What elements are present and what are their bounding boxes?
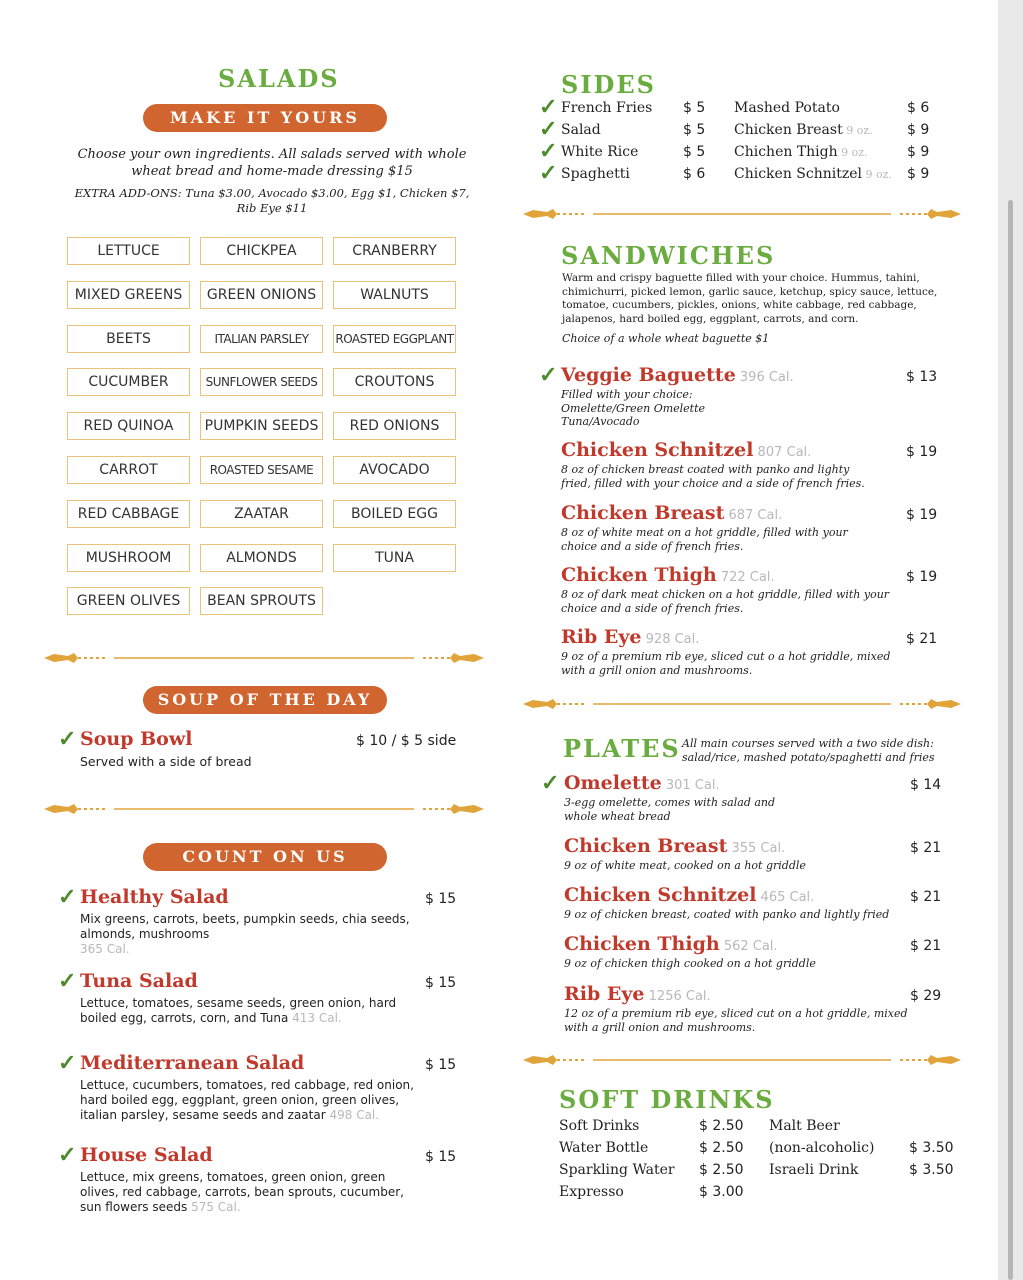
salads-addons: EXTRA ADD-ONS: Tuna $3.00, Avocado $3.00, Egg $1, Chicken $7, Rib Eye $11: [74, 186, 470, 215]
calorie-count: 575 Cal.: [187, 1200, 241, 1214]
side-name: Spaghetti: [561, 166, 630, 182]
side-weight: 9 oz.: [842, 124, 873, 137]
desc-line: 12 oz of a premium rib eye, sliced cut on a hot griddle, mixed: [564, 1007, 908, 1020]
sandwiches-intro-text: [562, 272, 937, 326]
intro-line: chimichurri, picked lemon, garlic sauce, ketchup, spicy sauce, lettuce,: [562, 285, 938, 298]
soup-bowl-price: $ 10 / $ 5 side: [356, 733, 457, 749]
drink-price: $ 2.50: [699, 1162, 744, 1178]
sandwich-desc: [561, 388, 705, 429]
calorie-count: 465 Cal.: [756, 890, 815, 905]
calorie-count: 355 Cal.: [727, 841, 786, 856]
salads-intro: Choose your own ingredients. All salads served with whole wheat bread and home-made dressing $15: [77, 147, 467, 179]
calorie-count: 687 Cal.: [724, 508, 783, 523]
plate-name: [564, 933, 778, 955]
plate-name: [564, 772, 720, 794]
ingredient-chip: PUMPKIN SEEDS: [200, 412, 323, 440]
desc-line: hard boiled egg, eggplant, green onion, green olives,: [80, 1093, 400, 1107]
check-mark-icon: ✓: [539, 362, 558, 388]
side-price: $ 9: [907, 144, 930, 160]
side-price: $ 6: [683, 166, 706, 182]
drink-price: $ 3.00: [699, 1184, 744, 1200]
salad-item-name: Healthy Salad: [80, 886, 229, 908]
calorie-count: 1256 Cal.: [644, 989, 711, 1004]
desc-line: whole wheat bread: [564, 809, 671, 823]
ingredient-chip: CROUTONS: [333, 368, 456, 396]
desc-line: 9 oz of a premium rib eye, sliced cut o a hot griddle, mixed: [561, 650, 891, 663]
desc-line: Filled with your choice:: [561, 388, 693, 401]
check-mark-icon: ✓: [58, 968, 77, 994]
item-title: Chicken Thigh: [564, 933, 720, 955]
side-label: Chicken Breast: [734, 122, 843, 138]
drink-price: $ 3.50: [909, 1162, 954, 1178]
salad-item-desc: [80, 996, 420, 1026]
side-label: Chicken Schnitzel: [734, 166, 862, 182]
drink-price: $ 2.50: [699, 1118, 744, 1134]
salad-item-name: Mediterranean Salad: [80, 1052, 305, 1074]
sandwich-name: [561, 364, 794, 386]
desc-line: 9 oz of chicken thigh cooked on a hot griddle: [564, 957, 816, 970]
ingredient-chip: MUSHROOM: [67, 544, 190, 572]
item-title: Chicken Schnitzel: [564, 884, 757, 906]
soup-bowl-desc: Served with a side of bread: [80, 754, 252, 769]
side-label: Chichen Thigh: [734, 144, 838, 160]
desc-line: almonds, mushrooms: [80, 927, 210, 941]
side-name: Salad: [561, 122, 601, 138]
ornamental-divider-icon: [523, 206, 961, 222]
ingredient-chip: AVOCADO: [333, 456, 456, 484]
ingredient-chip: MIXED GREENS: [67, 281, 190, 309]
desc-line: 9 oz of white meat, cooked on a hot griddle: [564, 859, 806, 872]
ingredient-chip: RED ONIONS: [333, 412, 456, 440]
plates-title: PLATES: [563, 734, 681, 763]
ingredient-chip: CUCUMBER: [67, 368, 190, 396]
sandwich-name: [561, 502, 782, 524]
note-line: All main courses served with a two side dish:: [682, 737, 934, 750]
side-name: [734, 122, 873, 138]
side-price: $ 9: [907, 166, 930, 182]
ingredient-chip: BOILED EGG: [333, 500, 456, 528]
ingredient-chip: ALMONDS: [200, 544, 323, 572]
salad-item-price: $ 15: [425, 1149, 457, 1165]
plate-price: $ 21: [910, 889, 942, 905]
desc-line: 8 oz of white meat on a hot griddle, filled with your: [561, 526, 848, 539]
sandwich-price: $ 19: [906, 444, 938, 460]
sandwich-desc: [561, 463, 865, 490]
desc-line: olives, red cabbage, carrots, bean sprouts, cucumber,: [80, 1185, 404, 1199]
sandwich-desc: [561, 526, 848, 553]
plate-desc: [564, 908, 889, 922]
drink-name: (non-alcoholic): [769, 1140, 875, 1156]
check-mark-icon: ✓: [539, 138, 558, 164]
salad-item-desc: [80, 1078, 420, 1123]
side-price: $ 6: [907, 100, 930, 116]
item-title: Veggie Baguette: [561, 364, 736, 386]
item-title: Chicken Breast: [564, 835, 728, 857]
plate-name: [564, 983, 711, 1005]
plate-desc: [564, 859, 806, 873]
ingredient-chip: RED QUINOA: [67, 412, 190, 440]
check-mark-icon: ✓: [58, 1050, 77, 1076]
ingredient-chip: ZAATAR: [200, 500, 323, 528]
desc-line: Omelette/Green Omelette: [561, 401, 706, 415]
desc-line: boiled egg, carrots, corn, and Tuna 413 Cal.: [80, 1011, 342, 1025]
ornamental-divider-icon: [523, 696, 961, 712]
calorie-count: 498 Cal.: [325, 1108, 380, 1122]
calorie-count: 928 Cal.: [641, 632, 700, 647]
ingredient-chip: SUNFLOWER SEEDS: [200, 368, 323, 396]
sandwich-price: $ 21: [906, 631, 938, 647]
salad-item-price: $ 15: [425, 891, 457, 907]
ornamental-divider-icon: [44, 650, 484, 666]
ornamental-divider-icon: [523, 1052, 961, 1068]
intro-line: Warm and crispy baguette filled with your choice. Hummus, tahini,: [562, 272, 920, 284]
ingredient-chip: TUNA: [333, 544, 456, 572]
calorie-count: 722 Cal.: [716, 570, 775, 585]
drink-name: Malt Beer: [769, 1118, 840, 1134]
sandwich-desc: [561, 588, 889, 615]
ingredient-chip: GREEN ONIONS: [200, 281, 323, 309]
intro-line: tomatoe, cucumbers, pickles, onions, white cabbage, red cabbage,: [562, 299, 917, 311]
side-name: White Rice: [561, 144, 639, 160]
desc-line: 8 oz of dark meat chicken on a hot griddle, filled with your: [561, 588, 890, 601]
ingredient-chip: CHICKPEA: [200, 237, 323, 265]
item-title: Chicken Schnitzel: [561, 439, 754, 461]
ingredient-chip: WALNUTS: [333, 281, 456, 309]
scrollbar[interactable]: [1008, 200, 1013, 1280]
side-weight: 9 oz.: [862, 168, 892, 181]
ingredient-chip: CARROT: [67, 456, 190, 484]
check-mark-icon: ✓: [539, 94, 558, 120]
sandwich-name: [561, 626, 699, 648]
plate-price: $ 14: [910, 777, 942, 793]
salad-item-desc: [80, 912, 420, 957]
ornamental-divider-icon: [44, 801, 484, 817]
side-name: French Fries: [561, 100, 653, 116]
item-title: Chicken Thigh: [561, 564, 717, 586]
drink-name: Israeli Drink: [769, 1162, 859, 1178]
desc-line: choice and a side of french fries.: [561, 601, 744, 615]
salad-item-price: $ 15: [425, 1057, 457, 1073]
plates-note-text: [682, 737, 935, 764]
side-label: Mashed Potato: [734, 100, 840, 116]
ingredient-chip: ITALIAN PARSLEY: [200, 325, 323, 353]
desc-line: choice and a side of french fries.: [561, 539, 744, 553]
drink-name: Soft Drinks: [559, 1118, 640, 1134]
drink-name: Sparkling Water: [559, 1162, 675, 1178]
item-title: Rib Eye: [564, 983, 645, 1005]
calorie-count: 807 Cal.: [753, 445, 812, 460]
salads-title: SALADS: [218, 64, 340, 93]
soup-of-the-day-banner: SOUP OF THE DAY: [143, 686, 387, 714]
salad-item-name: Tuna Salad: [80, 970, 198, 992]
check-mark-icon: ✓: [58, 884, 77, 910]
drink-name: Water Bottle: [559, 1140, 649, 1156]
soup-bowl-name: Soup Bowl: [80, 728, 193, 750]
plate-name: [564, 835, 785, 857]
item-title: Chicken Breast: [561, 502, 725, 524]
side-name: [734, 144, 868, 160]
sandwich-price: $ 19: [906, 569, 938, 585]
soft-drinks-title: SOFT DRINKS: [559, 1085, 775, 1114]
desc-line: 3-egg omelette, comes with salad and: [564, 796, 776, 809]
plate-desc: [564, 957, 816, 971]
ingredient-chip: ROASTED EGGPLANT: [333, 325, 456, 353]
calorie-count: 562 Cal.: [719, 939, 778, 954]
drink-price: $ 2.50: [699, 1140, 744, 1156]
count-on-us-banner: COUNT ON US: [143, 843, 387, 871]
plate-price: $ 29: [910, 988, 942, 1004]
salad-item-desc: [80, 1170, 420, 1215]
note-line: salad/rice, mashed potato/spaghetti and fries: [682, 750, 935, 764]
desc-line: Tuna/Avocado: [561, 415, 640, 428]
side-name: [734, 100, 840, 116]
side-name: [734, 166, 892, 182]
desc-line: with a grill onion and mushrooms.: [564, 1020, 756, 1034]
desc-line: 9 oz of chicken breast, coated with panko and lightly fried: [564, 908, 890, 921]
ingredient-chip: BEAN SPROUTS: [200, 587, 323, 615]
sandwiches-title: SANDWICHES: [561, 241, 776, 270]
side-price: $ 9: [907, 122, 930, 138]
ingredient-chip: BEETS: [67, 325, 190, 353]
desc-line: Mix greens, carrots, beets, pumpkin seeds, chia seeds,: [80, 912, 410, 926]
item-title: Omelette: [564, 772, 662, 794]
check-mark-icon: ✓: [58, 1142, 77, 1168]
check-mark-icon: ✓: [541, 770, 560, 796]
desc-line: Lettuce, cucumbers, tomatoes, red cabbage, red onion,: [80, 1078, 414, 1092]
sandwich-price: $ 13: [906, 369, 938, 385]
make-it-yours-banner: MAKE IT YOURS: [143, 104, 387, 132]
ingredient-chip: ROASTED SESAME: [200, 456, 323, 484]
plate-desc: [564, 1007, 908, 1034]
ingredient-chip: RED CABBAGE: [67, 500, 190, 528]
plate-price: $ 21: [910, 938, 942, 954]
ingredient-chip: GREEN OLIVES: [67, 587, 190, 615]
check-mark-icon: ✓: [539, 116, 558, 142]
salad-item-name: House Salad: [80, 1144, 213, 1166]
drink-name: Expresso: [559, 1184, 624, 1200]
calorie-count: 301 Cal.: [661, 778, 720, 793]
side-price: $ 5: [683, 100, 706, 116]
plate-price: $ 21: [910, 840, 942, 856]
plate-name: [564, 884, 814, 906]
sandwich-name: [561, 439, 811, 461]
ingredient-chip: LETTUCE: [67, 237, 190, 265]
check-mark-icon: ✓: [58, 726, 77, 752]
side-price: $ 5: [683, 122, 706, 138]
desc-line: with a grill onion and mushrooms.: [561, 663, 753, 677]
plate-desc: [564, 796, 775, 823]
item-title: Rib Eye: [561, 626, 642, 648]
side-price: $ 5: [683, 144, 706, 160]
desc-line: sun flowers seeds 575 Cal.: [80, 1200, 241, 1214]
sandwich-name: [561, 564, 775, 586]
ingredient-chip: CRANBERRY: [333, 237, 456, 265]
desc-line: Lettuce, tomatoes, sesame seeds, green onion, hard: [80, 996, 397, 1010]
sandwich-price: $ 19: [906, 507, 938, 523]
desc-line: 8 oz of chicken breast coated with panko and lighty: [561, 463, 850, 476]
calorie-count: 413 Cal.: [288, 1011, 342, 1025]
desc-line: italian parsley, sesame seeds and zaatar 498 Cal.: [80, 1108, 380, 1122]
sandwich-desc: [561, 650, 890, 677]
calorie-count: 365 Cal.: [80, 942, 130, 956]
side-weight: 9 oz.: [837, 146, 868, 159]
drink-price: $ 3.50: [909, 1140, 954, 1156]
desc-line: fried, filled with your choice and a side of french fries.: [561, 476, 865, 490]
intro-line: jalapenos, hard boiled egg, eggplant, carrots, and corn.: [562, 312, 859, 325]
desc-line: Lettuce, mix greens, tomatoes, green onion, green: [80, 1170, 386, 1184]
check-mark-icon: ✓: [539, 160, 558, 186]
calorie-count: 396 Cal.: [735, 370, 794, 385]
salad-item-price: $ 15: [425, 975, 457, 991]
sides-title: SIDES: [561, 70, 656, 99]
sandwiches-note: Choice of a whole wheat baguette $1: [562, 332, 770, 345]
